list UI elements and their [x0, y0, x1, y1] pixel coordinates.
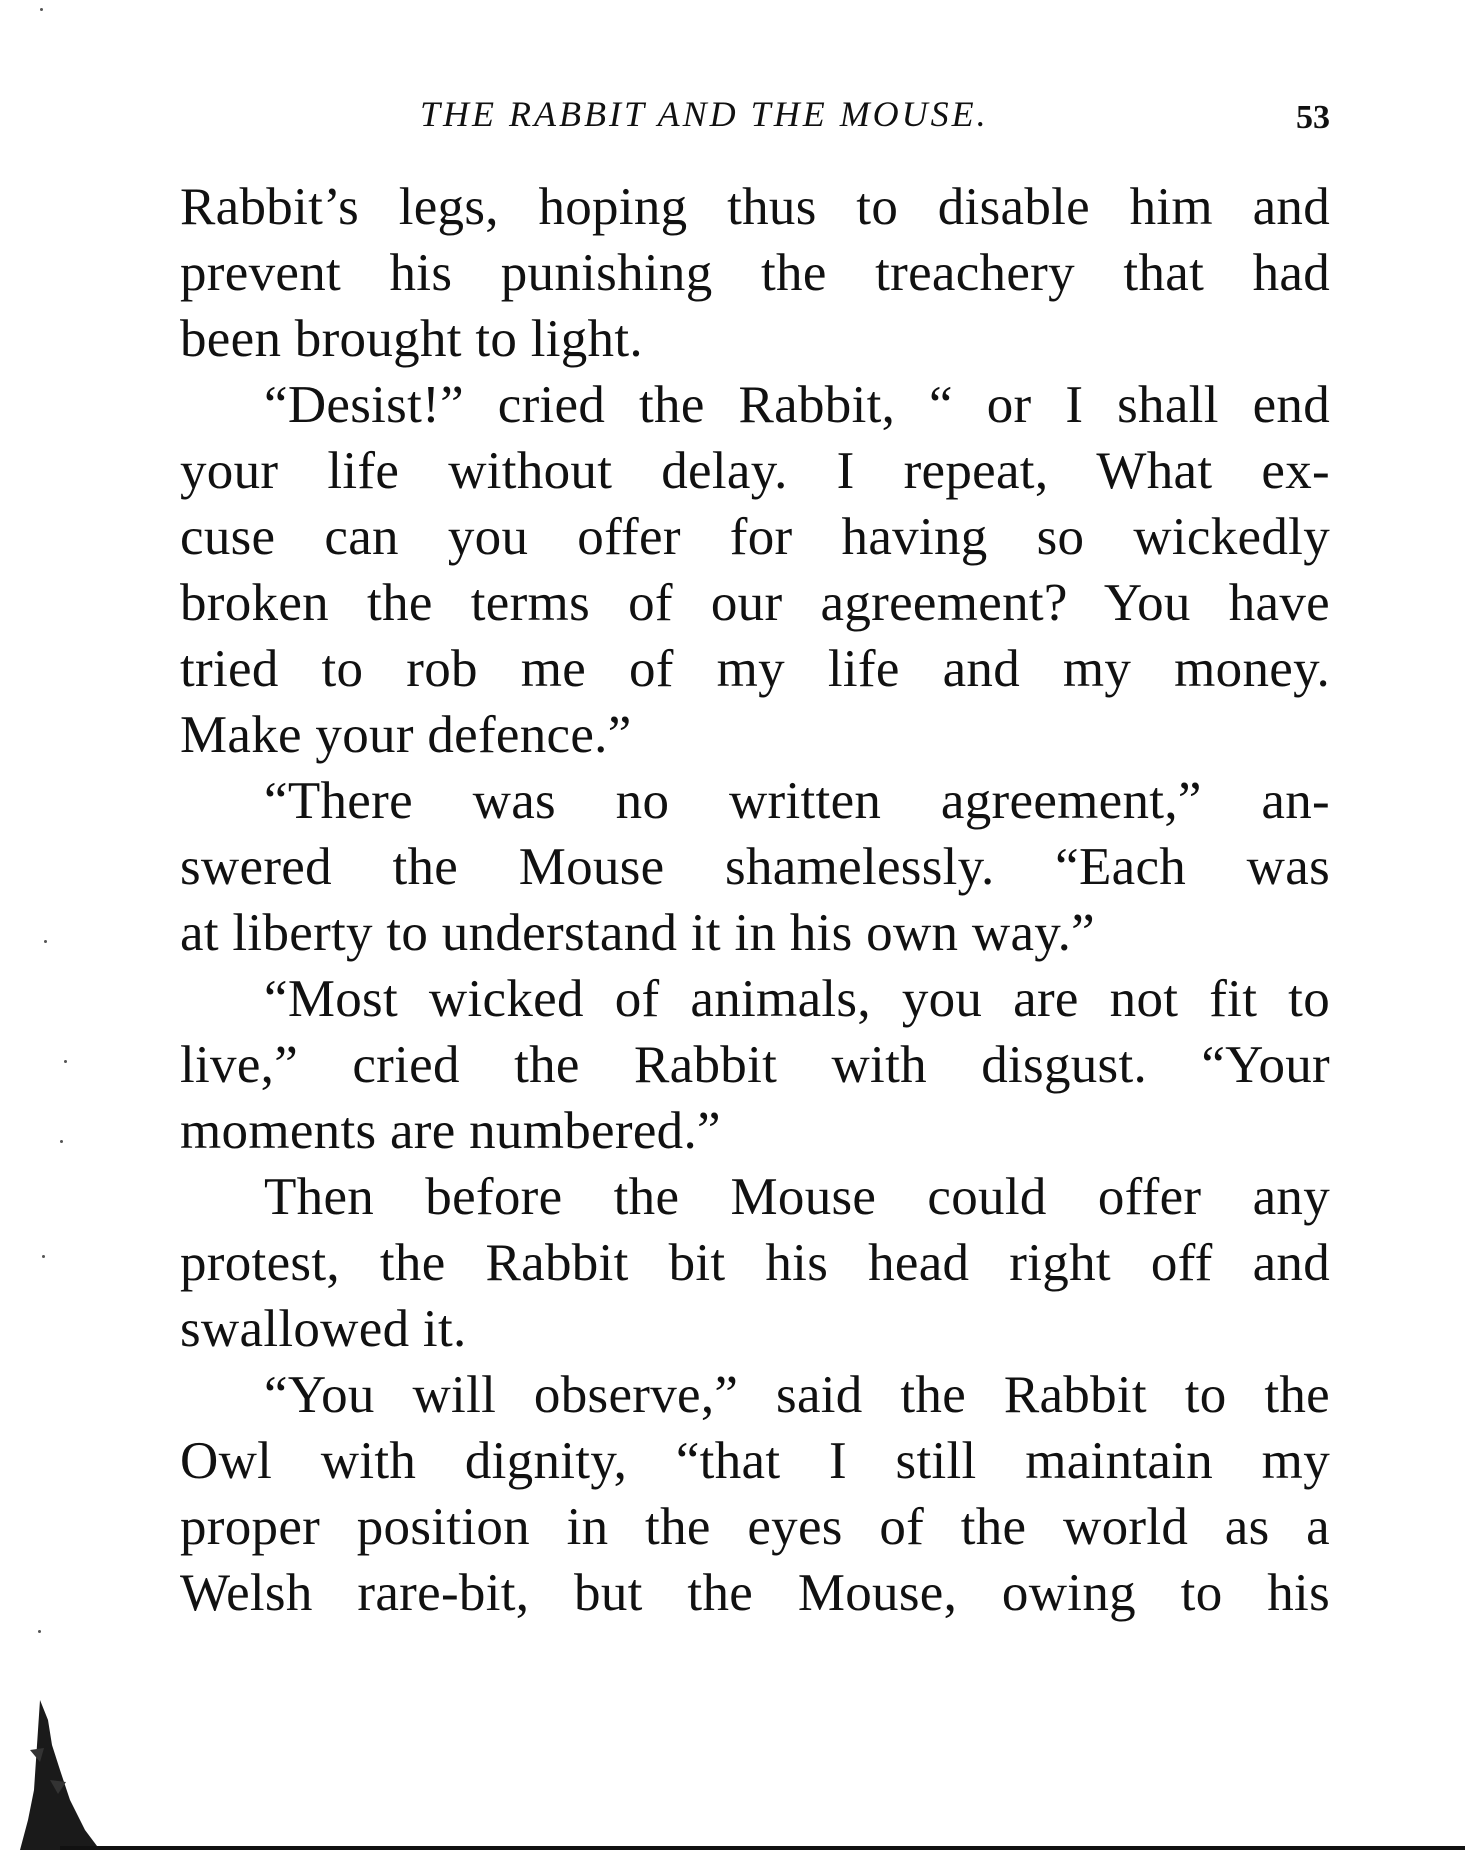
text-line: broken the terms of our agreement? You have: [180, 574, 1330, 632]
body-text: [180, 174, 1330, 1626]
text-line: proper position in the eyes of the world as a: [180, 1498, 1330, 1556]
text-line: prevent his punishing the treachery that had: [180, 244, 1330, 302]
scan-corner-smudge: [0, 1690, 110, 1855]
text-line: at liberty to understand it in his own way.”: [180, 904, 1096, 962]
scan-speck: [38, 1630, 41, 1633]
text-line: Make your defence.”: [180, 706, 632, 764]
text-line: cuse can you offer for having so wickedly: [180, 508, 1330, 566]
text-line: Welsh rare-bit, but the Mouse, owing to his: [180, 1564, 1330, 1622]
text-line: moments are numbered.”: [180, 1102, 721, 1160]
text-line: tried to rob me of my life and my money.: [180, 640, 1330, 698]
scan-speck: [40, 8, 43, 11]
text-line: “You will observe,” said the Rabbit to the: [264, 1366, 1330, 1424]
scan-speck: [60, 1140, 63, 1143]
scan-speck: [44, 940, 47, 943]
text-line: live,” cried the Rabbit with disgust. “Your: [180, 1036, 1330, 1094]
scan-speck: [64, 1060, 67, 1063]
text-line: swered the Mouse shamelessly. “Each was: [180, 838, 1330, 896]
text-line: “Most wicked of animals, you are not fit to: [264, 970, 1330, 1028]
page-number: 53: [1296, 99, 1330, 136]
text-line: Rabbit’s legs, hoping thus to disable him and: [180, 178, 1330, 236]
text-line: swallowed it.: [180, 1300, 467, 1358]
text-line: “There was no written agreement,” an-: [264, 772, 1330, 830]
text-line: your life without delay. I repeat, What ex-: [180, 442, 1330, 500]
text-line: Then before the Mouse could offer any: [264, 1168, 1330, 1226]
scan-speck: [42, 1255, 45, 1258]
text-line: protest, the Rabbit bit his head right off and: [180, 1234, 1330, 1292]
bottom-rule: [60, 1846, 1465, 1850]
running-title: THE RABBIT AND THE MOUSE.: [420, 94, 989, 134]
text-line: been brought to light.: [180, 310, 643, 368]
running-head: [180, 84, 1330, 144]
text-line: Owl with dignity, “that I still maintain my: [180, 1432, 1330, 1490]
text-line: “Desist!” cried the Rabbit, “ or I shall end: [264, 376, 1330, 434]
